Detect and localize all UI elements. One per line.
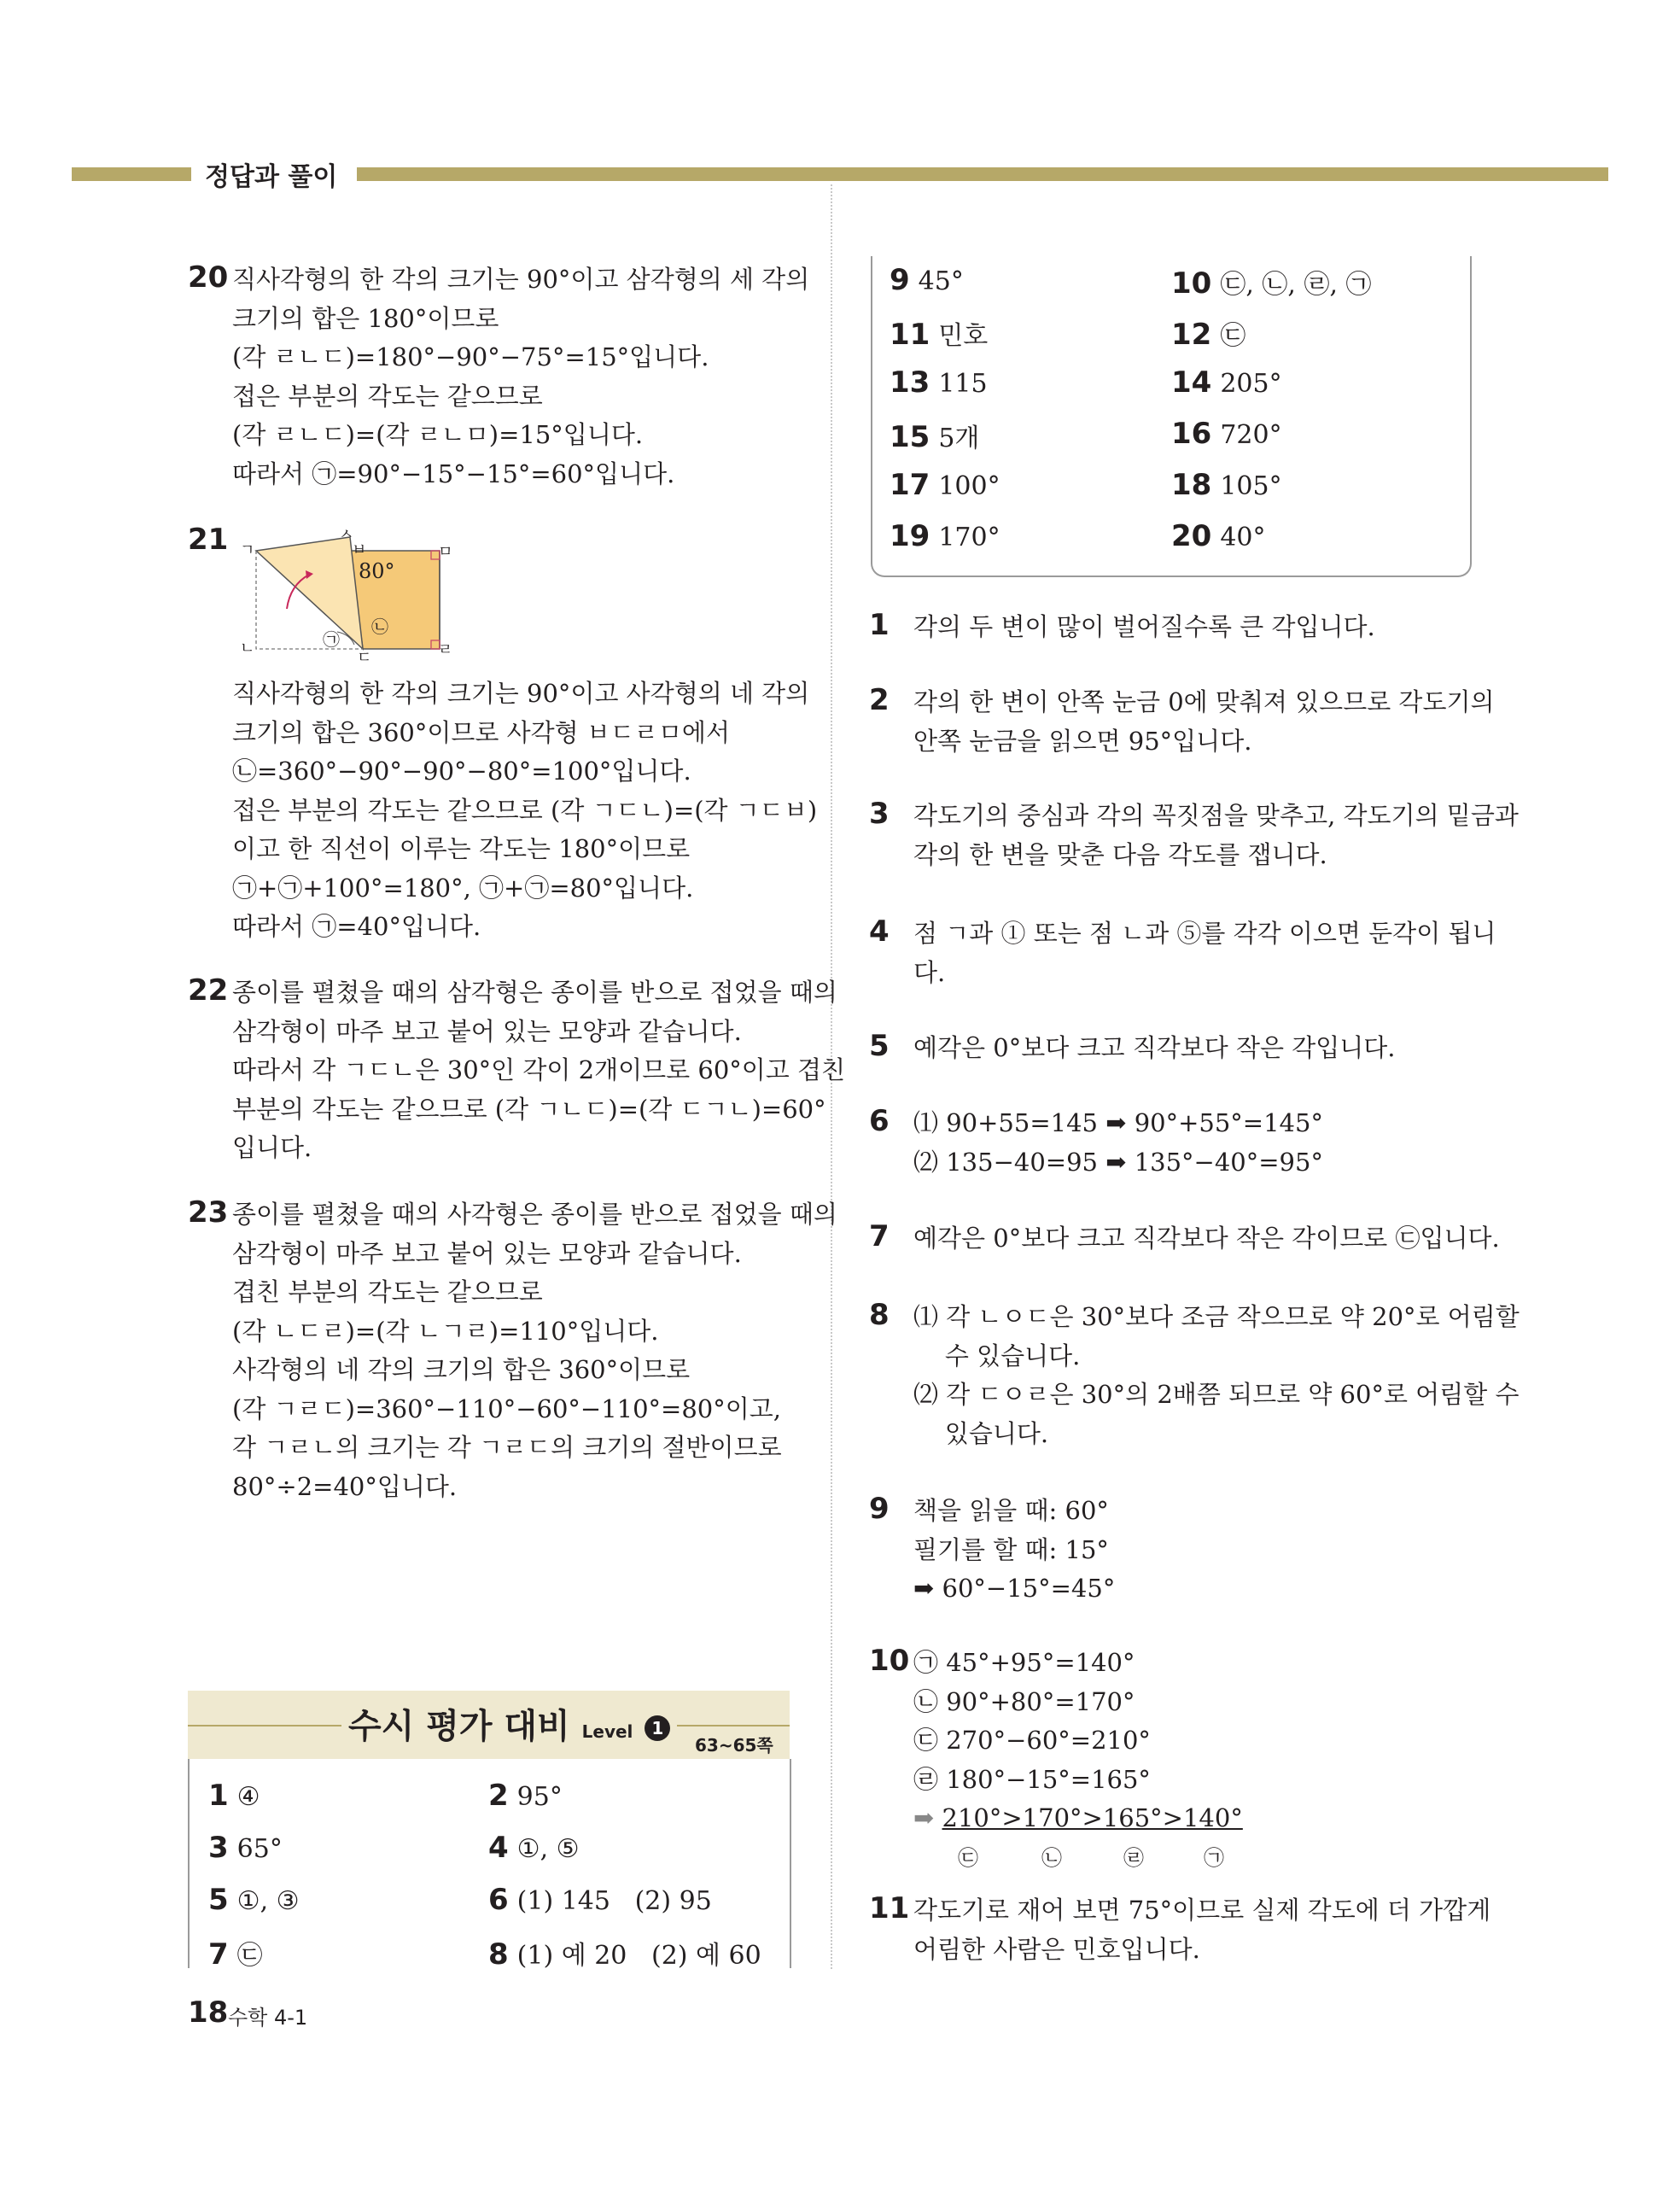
- problem-line: 따라서 ㉠=90°−15°−15°=60°입니다.: [232, 459, 675, 488]
- box-answer: [1171, 468, 1282, 502]
- problem-number: 10: [869, 1644, 910, 1678]
- figure-vertex-label: ㅂ: [352, 541, 367, 559]
- box-answer: [890, 263, 964, 297]
- answer-number: 14: [1171, 365, 1212, 400]
- answer-number: 10: [1171, 266, 1212, 301]
- answer-number: 8: [488, 1937, 509, 1972]
- problem-line: 직사각형의 한 각의 크기는 90°이고 삼각형의 세 각의: [232, 265, 810, 294]
- figure-vertex-label: ㄹ: [438, 641, 453, 659]
- problem-number: 5: [869, 1029, 890, 1063]
- figure-vertex-label: ㄱ: [240, 541, 255, 559]
- problem-line: (각 ㄹㄴㄷ)=(각 ㄹㄴㅁ)=15°입니다.: [232, 420, 644, 449]
- footer-subject: 수학 4-1: [228, 2006, 308, 2030]
- problem-line: ㉡=360°−90°−90°−80°=100°입니다.: [232, 757, 691, 786]
- figure-vertex-label: ㅁ: [438, 543, 453, 561]
- figure-angle-marker: ㉡: [371, 616, 388, 637]
- order-expression: [913, 1799, 1243, 1838]
- answer-number: 15: [890, 420, 930, 454]
- box-answer: [1171, 519, 1266, 553]
- box-answer: [1171, 263, 1372, 301]
- level-answer: [488, 1831, 580, 1865]
- answer-number: 7: [208, 1937, 229, 1972]
- level-answer: [488, 1934, 761, 1972]
- problem-line: 삼각형이 마주 보고 붙어 있는 모양과 같습니다.: [232, 1238, 742, 1268]
- problem-line: 안쪽 눈금을 읽으면 95°입니다.: [913, 726, 1252, 756]
- problem-line: (각 ㄴㄷㄹ)=(각 ㄴㄱㄹ)=110°입니다.: [232, 1316, 659, 1346]
- problem-line: ㉠ 45°+95°=140°: [913, 1648, 1135, 1677]
- answer-number: 13: [890, 365, 930, 400]
- level-answer: [488, 1779, 563, 1813]
- figure-angle-marker: ㉠: [323, 629, 340, 650]
- answer-value: 720°: [1220, 420, 1282, 450]
- answer-value: ㉢: [1220, 321, 1246, 351]
- problem-line: 어림한 사람은 민호입니다.: [913, 1934, 1200, 1964]
- problem-line: 점 ㄱ과 ① 또는 점 ㄴ과 ⑤를 각각 이으면 둔각이 됩니: [913, 919, 1496, 948]
- header-bar-right: [357, 167, 1608, 181]
- problem-number: 7: [869, 1219, 890, 1253]
- answer-value: 115: [938, 369, 988, 399]
- problem-line: 필기를 할 때: 15°: [913, 1534, 1109, 1564]
- problem-number: 3: [869, 797, 890, 831]
- answer-value: 100°: [938, 471, 1000, 501]
- problem-line: 있습니다.: [913, 1418, 1049, 1448]
- page-title: 정답과 풀이: [205, 162, 338, 192]
- answer-value: 5개: [938, 424, 980, 453]
- problem-number: 6: [869, 1104, 890, 1138]
- problem-number: 22: [188, 973, 229, 1008]
- answer-number: 11: [890, 318, 930, 352]
- problem-line: 책을 읽을 때: 60°: [913, 1496, 1109, 1525]
- level-title-text: 수시 평가 대비: [348, 1707, 570, 1746]
- order-text: 210°>170°>165°>140°: [942, 1803, 1243, 1832]
- problem-line: ⑵ 135−40=95 ➡ 135°−40°=95°: [913, 1147, 1323, 1177]
- answer-value: 민호: [938, 321, 989, 351]
- problem-line: 접은 부분의 각도는 같으므로 (각 ㄱㄷㄴ)=(각 ㄱㄷㅂ): [232, 795, 818, 825]
- answer-number: 1: [208, 1779, 229, 1813]
- problem-line: (각 ㄹㄴㄷ)=180°−90°−75°=15°입니다.: [232, 342, 709, 371]
- level-answer: [208, 1883, 300, 1917]
- problem-number: 11: [869, 1891, 910, 1925]
- problem-line: 이고 한 직선이 이루는 각도는 180°이므로: [232, 834, 691, 863]
- problem-line: 사각형의 네 각의 크기의 합은 360°이므로: [232, 1355, 691, 1384]
- problem-line: 수 있습니다.: [913, 1341, 1081, 1370]
- problem-number: 21: [188, 523, 229, 557]
- folded-rectangle-figure: [230, 525, 461, 662]
- problem-line: 각 ㄱㄹㄴ의 크기는 각 ㄱㄹㄷ의 크기의 절반이므로: [232, 1433, 782, 1462]
- figure-angle-label: 80°: [359, 559, 395, 583]
- answer-value: ①, ⑤: [516, 1834, 580, 1864]
- problem-line: 크기의 합은 360°이므로 사각형 ㅂㄷㄹㅁ에서: [232, 717, 730, 747]
- level-answer: [208, 1934, 263, 1972]
- problem-line: 크기의 합은 180°이므로: [232, 303, 499, 333]
- header-bar-left: [72, 167, 191, 181]
- level-page-range: 63~65쪽: [691, 1732, 777, 1756]
- answer-value: 170°: [938, 523, 1000, 552]
- answer-number: 9: [890, 263, 910, 297]
- answer-value: ④: [236, 1782, 260, 1812]
- answer-value: 45°: [918, 266, 964, 296]
- arrow-icon: ➡: [913, 1803, 935, 1832]
- problem-line: 접은 부분의 각도는 같으므로: [232, 381, 543, 411]
- problem-number: 2: [869, 683, 890, 717]
- problem-line: ⑴ 90+55=145 ➡ 90°+55°=145°: [913, 1108, 1323, 1137]
- problem-line: ⑵ 각 ㄷㅇㄹ은 30°의 2배쯤 되므로 약 60°로 어림할 수: [913, 1380, 1520, 1409]
- order-label: ㉢: [958, 1846, 978, 1870]
- problem-line: 겹친 부분의 각도는 같으므로: [232, 1277, 543, 1306]
- problem-line: ⑴ 각 ㄴㅇㄷ은 30°보다 조금 작으므로 약 20°로 어림할: [913, 1302, 1520, 1331]
- answer-number: 18: [1171, 468, 1212, 502]
- problem-line: ㉣ 180°−15°=165°: [913, 1764, 1151, 1794]
- problem-line: ㉢ 270°−60°=210°: [913, 1726, 1151, 1755]
- answer-value: 65°: [236, 1834, 283, 1864]
- answer-number: 5: [208, 1883, 229, 1917]
- answer-value: ㉢: [236, 1941, 263, 1971]
- problem-line: 따라서 ㉠=40°입니다.: [232, 912, 481, 941]
- box-answer: [1171, 365, 1282, 400]
- figure-vertex-label: ㄴ: [240, 640, 255, 657]
- box-answer: [890, 365, 988, 400]
- problem-line: (각 ㄱㄹㄷ)=360°−110°−60°−110°=80°이고,: [232, 1393, 782, 1423]
- answer-value: (1) 예 20 (2) 예 60: [516, 1941, 761, 1971]
- problem-number: 4: [869, 914, 890, 949]
- box-answer: [890, 519, 1000, 553]
- answer-number: 16: [1171, 417, 1212, 451]
- box-answer: [1171, 314, 1245, 352]
- answer-number: 12: [1171, 318, 1212, 352]
- figure-vertex-label: ㄷ: [357, 649, 372, 667]
- problem-number: 23: [188, 1195, 229, 1230]
- problem-line: ㉡ 90°+80°=170°: [913, 1686, 1135, 1716]
- problem-line: 따라서 각 ㄱㄷㄴ은 30°인 각이 2개이므로 60°이고 겹친: [232, 1055, 846, 1084]
- problem-number: 8: [869, 1298, 890, 1332]
- answer-value: (1) 145 (2) 95: [516, 1886, 712, 1916]
- answer-value: 40°: [1220, 523, 1266, 552]
- level-section-title: [341, 1699, 677, 1748]
- problem-number: 1: [869, 608, 890, 642]
- answer-value: 105°: [1220, 471, 1282, 501]
- level-word: Level: [581, 1721, 633, 1742]
- box-answer: [890, 417, 979, 454]
- answer-number: 20: [1171, 519, 1212, 553]
- problem-line: 80°÷2=40°입니다.: [232, 1471, 458, 1501]
- answer-number: 6: [488, 1883, 509, 1917]
- level-answer: [488, 1883, 712, 1917]
- answer-number: 19: [890, 519, 930, 553]
- problem-line: 부분의 각도는 같으므로 (각 ㄱㄴㄷ)=(각 ㄷㄱㄴ)=60°: [232, 1094, 826, 1124]
- box-answer: [890, 314, 988, 352]
- answer-value: ㉢, ㉡, ㉣, ㉠: [1220, 270, 1372, 300]
- problem-line: ➡ 60°−15°=45°: [913, 1574, 1116, 1603]
- problem-line: 각의 한 변을 맞춘 다음 각도를 잽니다.: [913, 839, 1327, 869]
- problem-line: 각의 두 변이 많이 벌어질수록 큰 각입니다.: [913, 612, 1375, 641]
- box-answer: [1171, 417, 1282, 451]
- order-label: ㉣: [1123, 1846, 1144, 1870]
- problem-line: 종이를 펼쳤을 때의 삼각형은 종이를 반으로 접었을 때의: [232, 978, 837, 1007]
- order-label: ㉡: [1041, 1846, 1062, 1870]
- problem-line: 입니다.: [232, 1133, 312, 1162]
- problem-line: 예각은 0°보다 크고 직각보다 작은 각이므로 ㉢입니다.: [913, 1224, 1500, 1253]
- figure-vertex-label: ㅅ: [339, 526, 354, 544]
- problem-line: 삼각형이 마주 보고 붙어 있는 모양과 같습니다.: [232, 1016, 742, 1046]
- problem-line: 각도기로 재어 보면 75°이므로 실제 각도에 더 가깝게: [913, 1896, 1491, 1925]
- page-number: 18: [188, 1995, 229, 2030]
- answer-number: 17: [890, 468, 930, 502]
- problem-line: 각도기의 중심과 각의 꼭짓점을 맞추고, 각도기의 밑금과: [913, 801, 1519, 830]
- level-number-badge: 1: [645, 1715, 670, 1741]
- problem-line: 직사각형의 한 각의 크기는 90°이고 사각형의 네 각의: [232, 679, 810, 708]
- problem-line: 각의 한 변이 안쪽 눈금 0에 맞춰져 있으므로 각도기의: [913, 687, 1495, 716]
- answer-value: 95°: [516, 1782, 563, 1812]
- problem-number: 9: [869, 1492, 890, 1526]
- level-answer: [208, 1831, 283, 1865]
- problem-line: ㉠+㉠+100°=180°, ㉠+㉠=80°입니다.: [232, 873, 694, 903]
- answer-number: 2: [488, 1779, 509, 1813]
- problem-line: 예각은 0°보다 크고 직각보다 작은 각입니다.: [913, 1033, 1396, 1062]
- level-answer: [208, 1779, 260, 1813]
- problem-number: 20: [188, 260, 229, 295]
- answer-number: 3: [208, 1831, 229, 1865]
- answer-value: 205°: [1220, 369, 1282, 399]
- order-label: ㉠: [1204, 1846, 1224, 1870]
- problem-line: 다.: [913, 957, 946, 987]
- answer-value: ①, ③: [236, 1886, 300, 1916]
- problem-line: 종이를 펼쳤을 때의 사각형은 종이를 반으로 접었을 때의: [232, 1200, 837, 1229]
- box-answer: [890, 468, 1000, 502]
- answer-number: 4: [488, 1831, 509, 1865]
